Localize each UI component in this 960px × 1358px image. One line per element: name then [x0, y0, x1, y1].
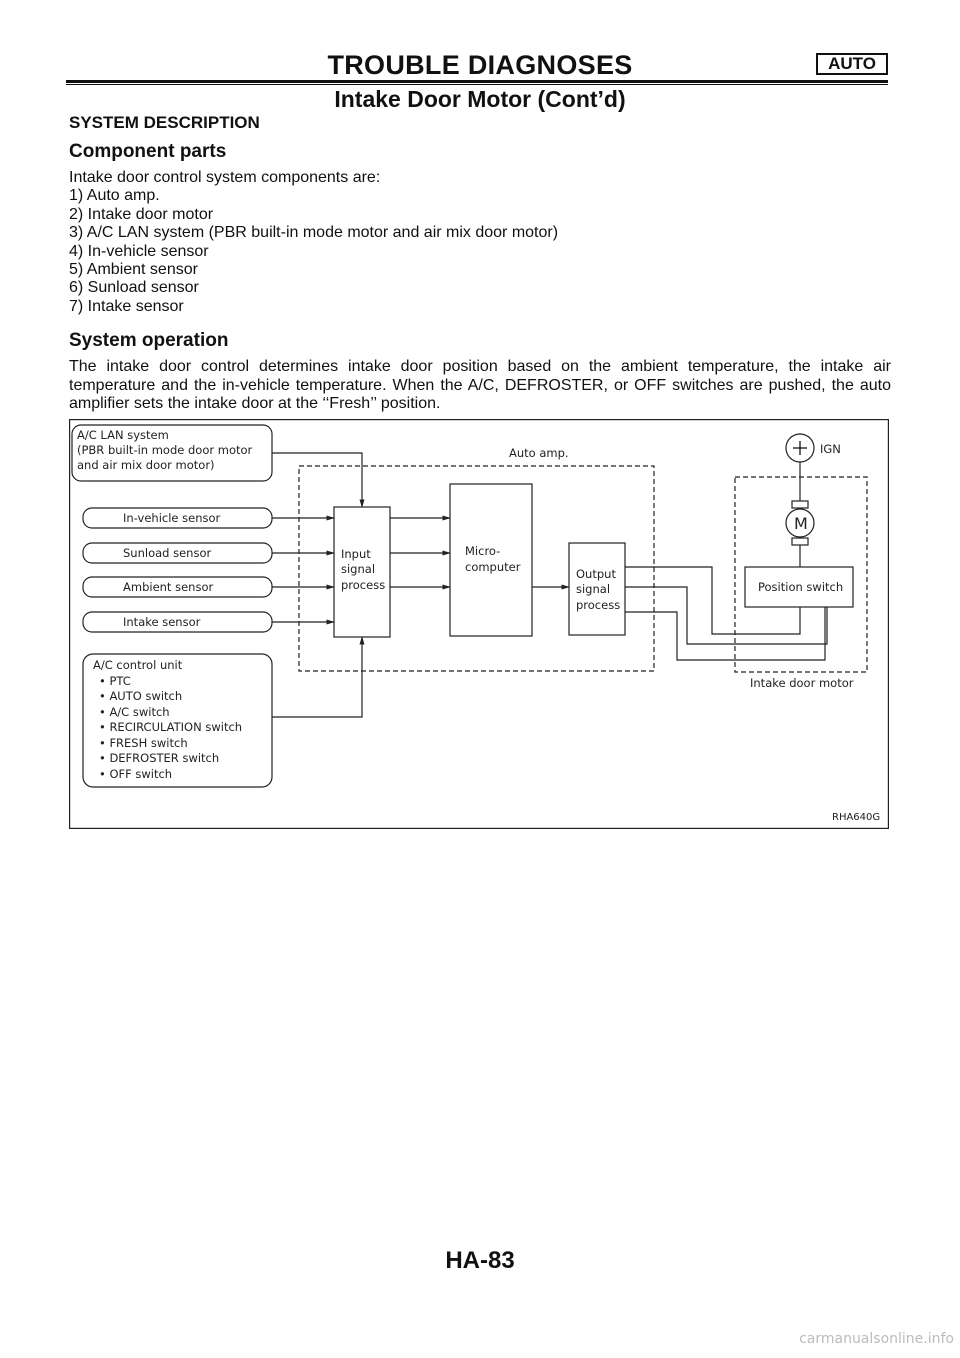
sensor-label-intake: Intake sensor [123, 615, 201, 629]
input-block-line3: process [341, 578, 386, 592]
figure-code: RHA640G [832, 812, 881, 823]
system-operation-heading: System operation [69, 330, 229, 352]
input-block-line1: Input [341, 547, 371, 561]
output-to-motor-wire-1 [625, 567, 800, 634]
motor-symbol: M [794, 514, 808, 533]
lan-label-line1: A/C LAN system [77, 428, 169, 442]
micro-block-line2: computer [465, 560, 521, 574]
content [69, 113, 891, 413]
motor-brush-top [792, 501, 808, 508]
control-unit-to-input-line [272, 637, 362, 717]
header-title: TROUBLE DIAGNOSES [327, 50, 633, 80]
lan-to-input-line [272, 453, 362, 507]
header-rule-thin [66, 84, 888, 85]
output-block-line3: process [576, 598, 621, 612]
control-unit-item: • FRESH switch [99, 736, 188, 750]
list-item: 5) Ambient sensor [69, 261, 198, 279]
control-unit-item: • OFF switch [99, 767, 173, 781]
lan-label-line2: (PBR built-in mode door motor [77, 443, 253, 457]
intake-door-motor-boundary [735, 477, 867, 672]
control-unit-item: • RECIRCULATION switch [99, 720, 243, 734]
intake-door-motor-label: Intake door motor [750, 676, 854, 690]
block-diagram-svg [69, 419, 889, 829]
component-list [69, 187, 891, 316]
header-rule [66, 80, 888, 83]
component-parts-intro: Intake door control system components are: [69, 169, 381, 186]
control-unit-title: A/C control unit [93, 658, 183, 672]
sensor-label-sunload: Sunload sensor [123, 546, 212, 560]
page-subtitle: Intake Door Motor (Cont’d) [334, 86, 626, 112]
page-number: HA-83 [445, 1247, 515, 1274]
lan-label-line3: and air mix door motor) [77, 458, 215, 472]
auto-amp-label: Auto amp. [509, 446, 569, 460]
system-operation-text: The intake door control determines intake door position based on the ambient temperature, the intake air temperature and the in-vehicle temperature. When the A/C, DEFROSTER, or OFF switches are pushed, the auto amplifier sets the intake door at the ‘‘Fresh’’ position. [69, 358, 891, 413]
watermark: carmanualsonline.info [799, 1331, 954, 1347]
sensor-label-in-vehicle: In-vehicle sensor [123, 511, 221, 525]
sensor-label-ambient: Ambient sensor [123, 580, 214, 594]
spacer [625, 611, 833, 648]
list-item: 7) Intake sensor [69, 297, 184, 315]
component-parts-heading: Component parts [69, 141, 227, 162]
list-item: 3) A/C LAN system (PBR built-in mode motor and air mix door motor) [69, 224, 559, 242]
section-title: SYSTEM DESCRIPTION [69, 113, 260, 132]
list-item: 1) Auto amp. [69, 187, 160, 205]
ign-label: IGN [820, 442, 841, 456]
output-to-motor-wire-2 [625, 587, 827, 644]
auto-badge: AUTO [816, 53, 888, 75]
micro-block-line1: Micro- [465, 544, 501, 558]
position-switch-label: Position switch [758, 580, 844, 594]
control-unit-item: • DEFROSTER switch [99, 751, 220, 765]
list-item: 2) Intake door motor [69, 205, 214, 223]
control-unit-item: • PTC [99, 674, 131, 688]
input-block-line2: signal [341, 562, 376, 576]
control-unit-item: • AUTO switch [99, 689, 183, 703]
output-block-line1: Output [576, 567, 616, 581]
list-item: 4) In-vehicle sensor [69, 242, 209, 260]
motor-brush-bottom [792, 538, 808, 545]
control-unit-item: • A/C switch [99, 705, 170, 719]
block-diagram [69, 419, 889, 829]
output-block-line2: signal [576, 582, 611, 596]
list-item: 6) Sunload sensor [69, 279, 199, 297]
